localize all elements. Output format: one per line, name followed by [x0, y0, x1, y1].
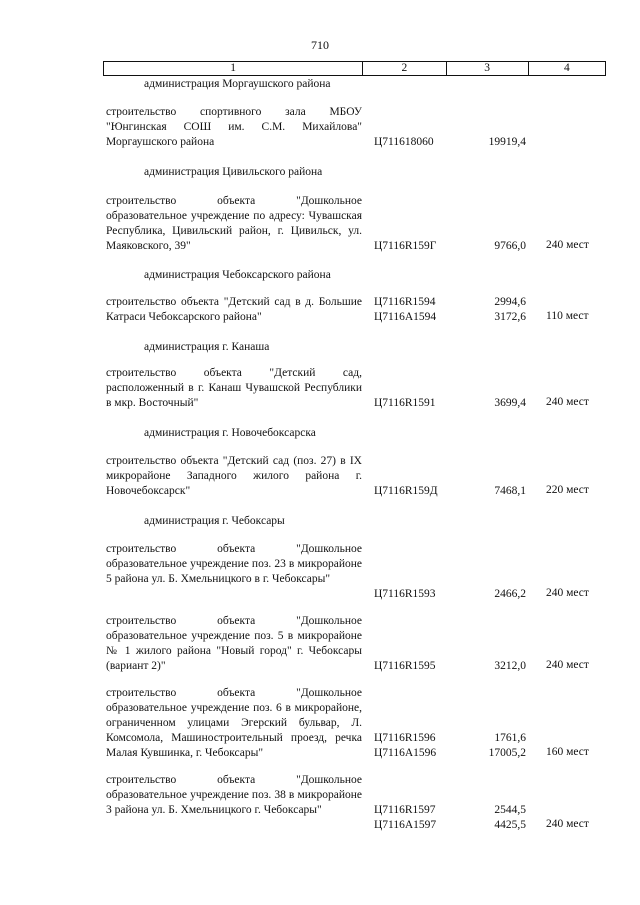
project-description: строительство объекта "Дошкольное образовательное учреждение поз. 38 в микрорайоне 3 района ул. Б. Хмельницкого г. Чебоксары" [106, 774, 362, 816]
budget-code: Ц7116R1591 [374, 397, 436, 409]
amount: 19919,4 [488, 136, 526, 148]
budget-code: Ц7116R1596 [374, 732, 436, 744]
capacity: 240 мест [546, 659, 589, 671]
column-header-1: 1 [230, 62, 237, 74]
capacity: 240 мест [546, 396, 589, 408]
amount: 2994,6 [494, 296, 526, 308]
org-heading: администрация г. Чебоксары [144, 515, 285, 527]
budget-code: Ц7116А1596 [374, 747, 437, 759]
column-header-2: 2 [363, 62, 446, 76]
amount: 2544,5 [494, 804, 526, 816]
budget-code: Ц7116R1597 [374, 804, 436, 816]
budget-code: Ц7116R159Д [374, 485, 438, 497]
amount: 7468,1 [494, 485, 526, 497]
budget-code: Ц7116R1595 [374, 660, 436, 672]
capacity: 110 мест [546, 310, 589, 322]
org-heading: администрация Моргаушского района [144, 78, 331, 90]
column-header-row [103, 61, 606, 76]
amount: 3699,4 [494, 397, 526, 409]
budget-code: Ц7116R1593 [374, 588, 436, 600]
project-description: строительство объекта "Дошкольное образовательное учреждение поз. 23 в микрорайоне 5 района ул. Б. Хмельницкого в г. Чебоксары" [106, 543, 362, 585]
capacity: 240 мест [546, 818, 589, 830]
project-description: строительство объекта "Дошкольное образовательное учреждение поз. 5 в микрорайоне № 1 жилого района "Новый город" г. Чебоксары (вариант 2)" [106, 615, 362, 672]
capacity: 220 мест [546, 484, 589, 496]
amount: 9766,0 [494, 240, 526, 252]
page-number: 710 [311, 38, 329, 52]
budget-code: Ц711618060 [374, 136, 434, 148]
capacity: 160 мест [546, 746, 589, 758]
project-description: строительство спортивного зала МБОУ "Юнгинская СОШ им. С.М. Михайлова" Моргаушского района [106, 106, 362, 148]
column-header-4: 4 [528, 62, 605, 76]
project-description: строительство объекта "Детский сад (поз. 27) в IX микрорайоне Западного жилого района г. Новочебоксарск" [106, 455, 362, 497]
org-heading: администрация г. Новочебоксарска [144, 427, 316, 439]
project-description: строительство объекта "Дошкольное образовательное учреждение поз. 6 в микрорайоне, ограниченном улицами Эгерский бульвар, Л. Комсомола, Машиностроительный проезд, речка Малая Кувшинка, г. Чебоксары" [106, 687, 362, 759]
amount: 17005,2 [488, 747, 526, 759]
amount: 3212,0 [494, 660, 526, 672]
budget-code: Ц7116А1594 [374, 311, 437, 323]
project-description: строительство объекта "Детский сад в д. Большие Катраси Чебоксарского района" [106, 296, 362, 323]
amount: 3172,6 [494, 311, 526, 323]
column-header-3: 3 [446, 62, 528, 76]
capacity: 240 мест [546, 239, 589, 251]
budget-code: Ц7116А1597 [374, 819, 437, 831]
org-heading: администрация Чебоксарского района [144, 269, 331, 281]
org-heading: администрация г. Канаша [144, 341, 270, 353]
amount: 4425,5 [494, 819, 526, 831]
project-description: строительство объекта "Детский сад, расположенный в г. Канаш Чувашской Республики в мкр. Восточный" [106, 367, 362, 409]
amount: 2466,2 [494, 588, 526, 600]
budget-code: Ц7116R1594 [374, 296, 436, 308]
budget-code: Ц7116R159Г [374, 240, 437, 252]
project-description: строительство объекта "Дошкольное образовательное учреждение по адресу: Чувашская Республика, Цивильский район, г. Цивильск, ул. Маяковского, 39" [106, 195, 362, 252]
org-heading: администрация Цивильского района [144, 166, 323, 178]
amount: 1761,6 [494, 732, 526, 744]
capacity: 240 мест [546, 587, 589, 599]
